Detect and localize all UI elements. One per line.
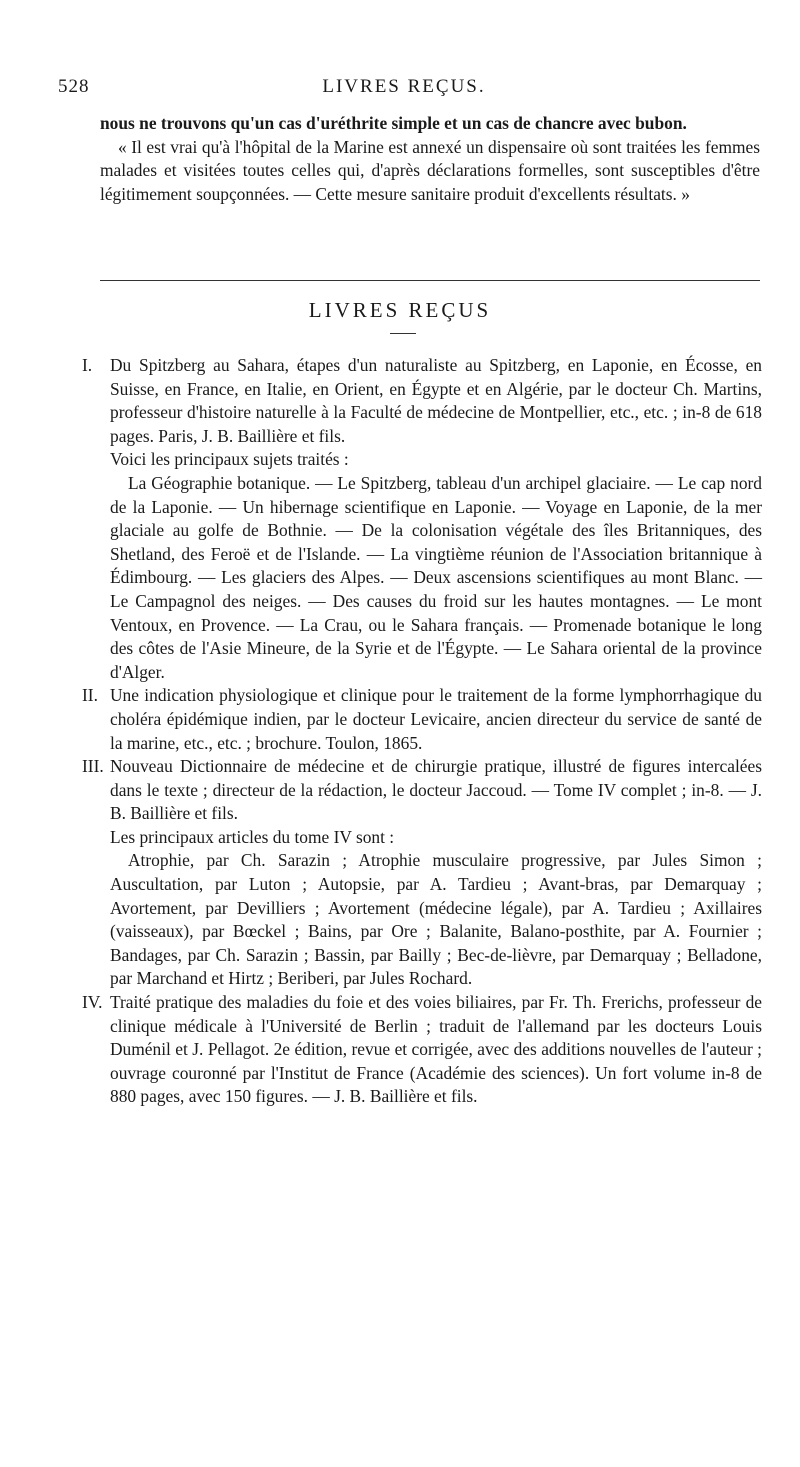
book-entry-2 (82, 684, 762, 755)
book-entry-4 (82, 991, 762, 1109)
entry-number: III. (82, 756, 104, 777)
entry-text: Du Spitzberg au Sahara, étapes d'un naturaliste au Spitzberg, en Laponie, en Écosse, en Suisse, en France, en Italie, en Orient, en Égypte et en Algérie, par le docteur Ch. Martins, professeur d'histoire naturelle à la Faculté de médecine de Montpellier, etc., etc. ; in-8 de 618 pages. Paris, J. B. Baillière et fils. (110, 355, 762, 446)
book-entry-1 (82, 354, 762, 448)
entry-subjects: La Géographie botanique. — Le Spitzberg, tableau d'un archipel glaciaire. — Le cap nord de la Laponie. — Un hibernage scientifique en Laponie. — Voyage en Laponie, de la mer glaciale au golfe de Bothnie. — De la colonisation végétale des îles Britanniques, des Shetland, des Feroë et de l'Islande. — La vingtième réunion de l'Association britannique à Édimbourg. — Les glaciers des Alpes. — Deux ascensions scientifiques au mont Blanc. — Le Campagnol des neiges. — Des causes du froid sur les hautes montagnes. — Le mont Ventoux, en Provence. — La Crau, ou le Sahara français. — Promenade botanique le long des côtes de l'Asie Mineure, de la Syrie et de l'Égypte. — Le Sahara oriental de la province d'Alger. (110, 472, 762, 682)
title-underline (390, 333, 416, 334)
entry-articles: Atrophie, par Ch. Sarazin ; Atrophie musculaire progressive, par Jules Simon ; Auscultation, par Luton ; Autopsie, par A. Tardieu ; Avant-bras, par Demarquay ; Avortement, par Devilliers ; Avortement (médecine légale), par A. Tardieu ; Axillaires (vaisseaux), par Bœckel ; Bains, par Ore ; Balanite, Balano-posthite, par A. Fournier ; Bandages, par Ch. Sarazin ; Bassin, par Bailly ; Bec-de-lièvre, par Demarquay ; Belladone, par Marchand et Hirtz ; Beriberi, par Jules Rochard. (110, 850, 762, 989)
entry-subintro: Les principaux articles du tome IV sont : (110, 826, 395, 847)
page-number: 528 (58, 76, 90, 97)
section-divider (100, 280, 760, 281)
entry-number: I. (82, 355, 93, 375)
entry-text: Une indication physiologique et clinique pour le traitement de la forme lymphorrhagique du choléra épidémique indien, par le docteur Levicaire, ancien directeur du service de santé de la marine, etc., etc. ; brochure. Toulon, 1865. (110, 685, 762, 753)
entry-number: IV. (82, 992, 103, 1013)
entry-subintro: Voici les principaux sujets traités : (110, 449, 349, 470)
intro-paragraph-2: « Il est vrai qu'à l'hôpital de la Marine est annexé un dispensaire où sont traitées les femmes malades et visitées toutes celles qui, d'après déclarations formelles, sont susceptibles d'être légitimement soupçonnées. — Cette mesure sanitaire produit d'excellents résultats. » (100, 136, 760, 204)
entry-text: Nouveau Dictionnaire de médecine et de chirurgie pratique, illustré de figures intercalées dans le texte ; directeur de la rédaction, le docteur Jaccoud. — Tome IV complet ; in-8. — J. B. Baillière et fils. (110, 756, 762, 824)
running-title: LIVRES REÇUS. (322, 76, 486, 97)
page-header (58, 70, 750, 106)
intro-paragraph-1: nous ne trouvons qu'un cas d'uréthrite simple et un cas de chancre avec bubon. (100, 113, 687, 133)
section-title: LIVRES REÇUS (308, 298, 492, 322)
intro-block (100, 112, 760, 206)
entry-number: II. (82, 685, 98, 706)
entry-text: Traité pratique des maladies du foie et des voies biliaires, par Fr. Th. Frerichs, professeur de clinique médicale à l'Université de Berlin ; traduit de l'allemand par les docteurs Louis Duménil et J. Pellagot. 2e édition, revue et corrigée, avec des additions nouvelles de l'auteur ; ouvrage couronné par l'Institut de France (Académie des sciences). Un fort volume in-8 de 880 pages, avec 150 figures. — J. B. Baillière et fils. (110, 992, 762, 1107)
book-entry-3 (82, 755, 762, 826)
book-list (82, 354, 762, 1109)
